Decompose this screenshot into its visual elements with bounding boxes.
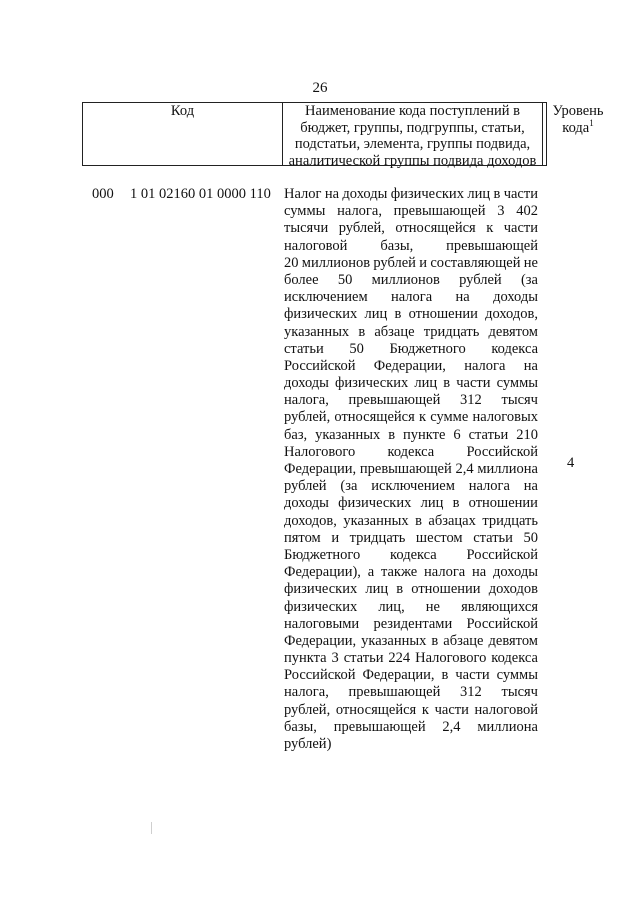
header-level-label: кода [562,119,590,136]
table-header [82,102,604,169]
row-name-line: Федерации, указанных в абзаце девятом [284,632,538,649]
header-name-line: аналитической группы подвида доходов [288,152,537,169]
row-name-line: Бюджетного кодекса Российской [284,546,538,563]
row-name-line: рублей, относящейся к сумме налоговых [284,409,538,426]
row-code-level: 4 [567,455,575,471]
row-name-line: Федерации), а также налога на доходы [284,564,538,581]
header-level-line-2 [543,117,613,137]
row-name-line: Российской Федерации, в части суммы [284,667,538,684]
row-name-line: рублей, относящейся к части налоговой [284,701,538,718]
row-name-line: пятом и тридцать шестом статьи 50 [284,529,538,546]
header-name-cell [283,103,543,169]
header-level-cell [543,103,613,165]
row-name-line: рублей) [284,736,332,752]
header-name-line: подстатьи, элемента, группы подвида, [294,136,531,152]
row-name-line: тысячи рублей, относящейся к части [284,220,538,237]
row-name-line: баз, указанных в пункте 6 статьи 210 [284,426,538,443]
row-name-text [284,186,538,753]
row-name-line: статьи 50 Бюджетного кодекса [284,340,538,357]
row-name-line: налоговой базы, превышающей [284,237,538,254]
row-name-line: физических лиц в отношении доходов [284,581,538,598]
row-name-line: базы, превышающей 2,4 миллиона [284,718,538,735]
row-code-prefix: 000 [92,186,114,202]
scan-artifact [151,822,152,834]
row-name-line: суммы налога, превышающей 3 402 [284,203,538,220]
row-name-line: рублей (за исключением налога на [284,478,538,495]
row-name-line: Российской Федерации, налога на [284,357,538,374]
row-budget-code: 1 01 02160 01 0000 110 [130,186,271,202]
row-name-line: Налогового кодекса Российской [284,443,538,460]
page-number: 26 [312,80,328,96]
header-code-label: Код [170,103,195,119]
header-name-line: бюджет, группы, подгруппы, статьи, [300,119,525,136]
row-name-line: пункта 3 статьи 224 Налогового кодекса [284,650,538,667]
row-name-line: физических лиц в отношении доходов, [284,306,538,323]
row-name-line: 20 миллионов рублей и составляющей не [284,254,538,271]
row-name-line: налога, превышающей 312 тысяч [284,392,538,409]
header-code-cell [83,103,283,165]
row-name-line: доходы физических лиц в части суммы [284,375,538,392]
row-name-line: доходов, указанных в абзацах тридцать [284,512,538,529]
row-name-line: налога, превышающей 312 тысяч [284,684,538,701]
row-name-line: более 50 миллионов рублей (за [284,271,538,288]
row-name-line: исключением налога на доходы [284,289,538,306]
row-name-line: налоговыми резидентами Российской [284,615,538,632]
row-name-line: физических лиц, не являющихся [284,598,538,615]
row-name-line: указанных в абзаце тридцать девятом [284,323,538,340]
row-name-line: доходы физических лиц в отношении [284,495,538,512]
header-name-line: Наименование кода поступлений в [305,103,520,119]
row-name-line: Федерации, превышающей 2,4 миллиона [284,461,538,477]
header-level-line: Уровень [552,103,604,119]
footnote-marker: 1 [589,117,594,128]
row-name-line: Налог на доходы физических лиц в части [284,186,538,202]
